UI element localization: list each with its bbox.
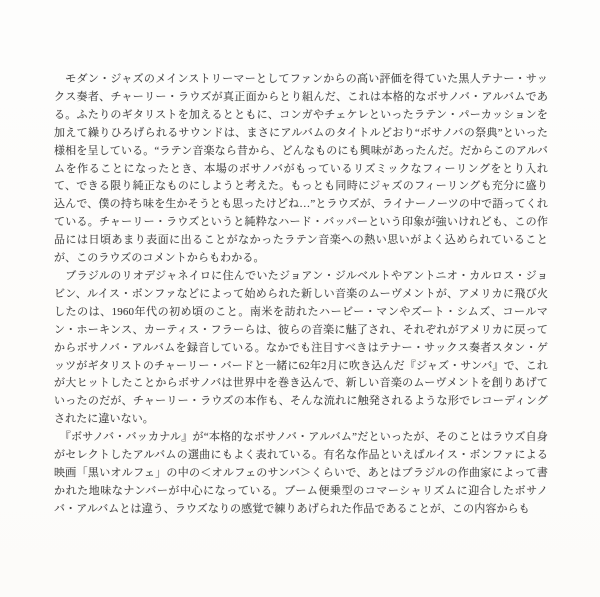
liner-notes-paragraph-3: 『ボサノバ・バッカナル』が“本格的なボサノバ・アルバム”だといったが、そのことはラウズ自身がセレクトしたアルバムの選曲にもよく表れている。有名な作品といえばルイス・ボンファによる映画「黒いオルフェ」の中の＜オルフェのサンバ＞くらいで、あとはブラジルの作曲家によって書かれた地味なナンバーが中心になっている。ブーム便乗型のコマーシャリズムに迎合したボサノバ・アルバムとは違う、ラウズなりの感覚で練りあげられた作品であることが、この内容からも (54, 431, 548, 515)
liner-notes-paragraph-1: モダン・ジャズのメインストリーマーとしてファンからの高い評価を得ていた黒人テナー・サックス奏者、チャーリー・ラウズが真正面からとり組んだ、これは本格的なボサノバ・アルバムである。ふたりのギタリストを加えるとともに、コンガやチェケレといったラテン・パーカッションを加えて繰りひろげられるサウンドは、まさにアルバムのタイトルどおり“ボサノバの祭典”といった様相を呈している。“ラテン音楽なら昔から、どんなものにも興味があったんだ。だからこのアルバムを作ることになったとき、本場のボサノバがもっているリズミックなフィーリングをとり入れて、できる限り純正なものにしようと考えた。もっとも同時にジャズのフィーリングも充分に盛り込んで、僕の持ち味を生かそうとも思ったけどね…”とラウズが、ライナーノーツの中で語ってくれている。チャーリー・ラウズというと純粋なハード・バッパーという印象が強いけれども、この作品には日頃あまり表面に出ることがなかったラテン音楽への熱い思いがよく込められていることが、このラウズのコメントからもわかる。 (54, 73, 548, 265)
liner-notes-text-block (54, 71, 548, 519)
liner-notes-paragraph-2: ブラジルのリオデジャネイロに住んでいたジョアン・ジルベルトやアントニオ・カルロス・ジョビン、ルイス・ボンファなどによって始められた新しい音楽のムーヴメントが、アメリカに飛び火したのは、1960年代の初め頃のこと。南米を訪れたハービー・マンやズート・シムズ、コールマン・ホーキンス、カーティス・フラーらは、彼らの音楽に魅了され、それぞれがアメリカに戻ってからボサノバ・アルバムを録音している。なかでも注目すべきはテナー・サックス奏者スタン・ゲッツがギタリストのチャーリー・バードと一緒に62年2月に吹き込んだ『ジャズ・サンバ』で、これが大ヒットしたことからボサノバは世界中を巻き込んで、新しい音楽のムーヴメントを創りあげていったのだが、チャーリー・ラウズの本作も、そんな流れに触発されるような形でレコーディングされたに違いない。 (54, 269, 548, 426)
